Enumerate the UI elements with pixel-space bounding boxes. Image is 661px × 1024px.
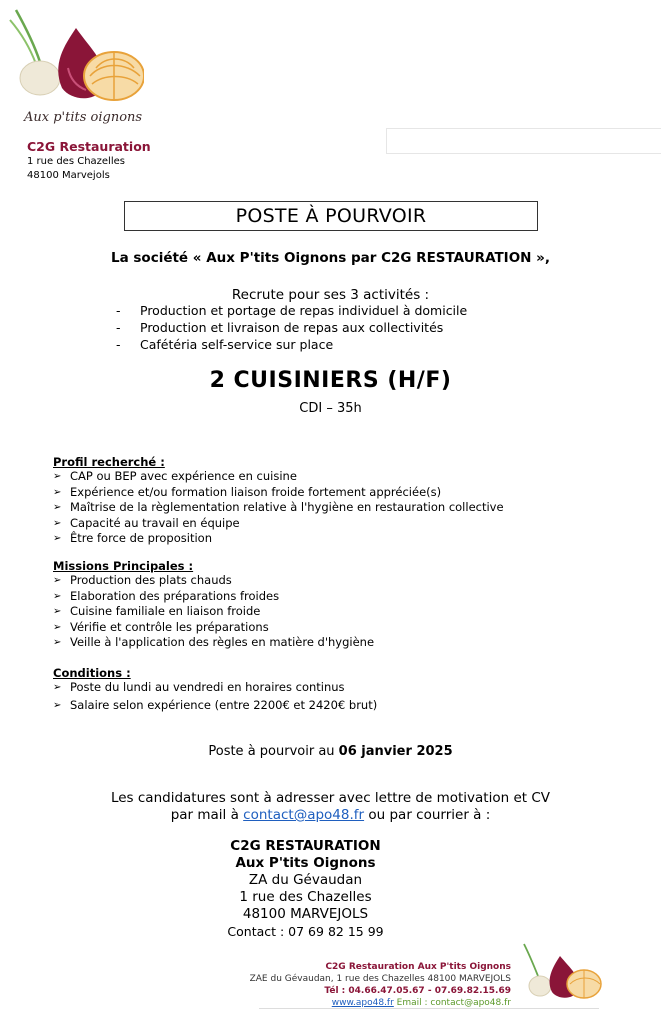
footer-email: Email : contact@apo48.fr	[393, 998, 511, 1008]
conditions-heading: Conditions :	[53, 666, 131, 680]
list-item: ➢ Capacité au travail en équipe	[53, 516, 504, 532]
footer-contact	[332, 998, 511, 1008]
postal-street: 1 rue des Chazelles	[239, 889, 372, 905]
list-item: ➢ Maîtrise de la règlementation relative à l'hygiène en restauration collective	[53, 500, 504, 516]
application-text: Les candidatures sont à adresser avec lettre de motivation et CV	[110, 790, 551, 806]
company-address-city: 48100 Marvejols	[27, 170, 110, 181]
company-name: C2G Restauration	[27, 139, 151, 154]
job-title: 2 CUISINIERS (H/F)	[209, 368, 452, 393]
postal-contact: Contact : 07 69 82 15 99	[227, 924, 384, 939]
recrute-text: Recrute pour ses 3 activités :	[231, 287, 430, 303]
footer-divider	[259, 1008, 599, 1009]
application-mail-suffix: ou par courrier à :	[364, 807, 491, 823]
list-item: ➢ Expérience et/ou formation liaison froide fortement appréciée(s)	[53, 485, 504, 501]
start-date-prefix: Poste à pourvoir au	[208, 744, 339, 759]
activities-list	[116, 302, 467, 353]
start-date-text	[0, 744, 661, 759]
logo-text: Aux p'tits oignons	[24, 110, 143, 125]
postal-name-brand: Aux P'tits Oignons	[235, 855, 376, 871]
postal-address	[0, 838, 611, 940]
list-item: - Production et livraison de repas aux collectivités	[116, 319, 467, 336]
start-date: 06 janvier 2025	[338, 744, 453, 759]
contract-type: CDI – 35h	[299, 401, 362, 416]
email-link[interactable]: contact@apo48.fr	[243, 807, 365, 823]
profile-list	[53, 469, 504, 547]
header-divider	[386, 128, 661, 154]
list-item: ➢ Cuisine familiale en liaison froide	[53, 604, 374, 620]
logo	[0, 0, 147, 136]
missions-heading: Missions Principales :	[53, 559, 194, 573]
postal-name-company: C2G RESTAURATION	[230, 838, 381, 854]
footer-phones: Tél : 04.66.47.05.67 - 07.69.82.15.69	[324, 986, 511, 996]
footer-website-link[interactable]: www.apo48.fr	[331, 998, 394, 1008]
application-mail-line	[0, 807, 661, 823]
list-item: ➢ CAP ou BEP avec expérience en cuisine	[53, 469, 504, 485]
list-item: ➢ Veille à l'application des règles en matière d'hygiène	[53, 635, 374, 651]
application-mail-prefix: par mail à	[170, 807, 244, 823]
list-item: ➢ Production des plats chauds	[53, 573, 374, 589]
list-item: ➢ Salaire selon expérience (entre 2200€ et 2420€ brut)	[53, 698, 377, 714]
footer-onion-logo-icon	[520, 942, 602, 1000]
footer-address: ZAE du Gévaudan, 1 rue des Chazelles 48100 MARVEJOLS	[249, 974, 511, 984]
footer-company: C2G Restauration Aux P'tits Oignons	[325, 962, 511, 972]
list-item: ➢ Elaboration des préparations froides	[53, 589, 374, 605]
list-item: ➢ Vérifie et contrôle les préparations	[53, 620, 374, 636]
page-title: POSTE À POURVOIR	[124, 201, 538, 231]
postal-city: 48100 MARVEJOLS	[242, 906, 369, 922]
company-address-street: 1 rue des Chazelles	[27, 156, 125, 167]
conditions-list	[53, 680, 377, 713]
list-item: - Cafétéria self-service sur place	[116, 336, 467, 353]
list-item: ➢ Être force de proposition	[53, 531, 504, 547]
onion-logo-icon	[6, 6, 144, 106]
profile-heading: Profil recherché :	[53, 455, 165, 469]
missions-list	[53, 573, 374, 651]
list-item: - Production et portage de repas individuel à domicile	[116, 302, 467, 319]
postal-zone: ZA du Gévaudan	[248, 872, 363, 888]
list-item: ➢ Poste du lundi au vendredi en horaires continus	[53, 680, 377, 696]
intro-text: La société « Aux P'tits Oignons par C2G RESTAURATION »,	[110, 250, 551, 266]
